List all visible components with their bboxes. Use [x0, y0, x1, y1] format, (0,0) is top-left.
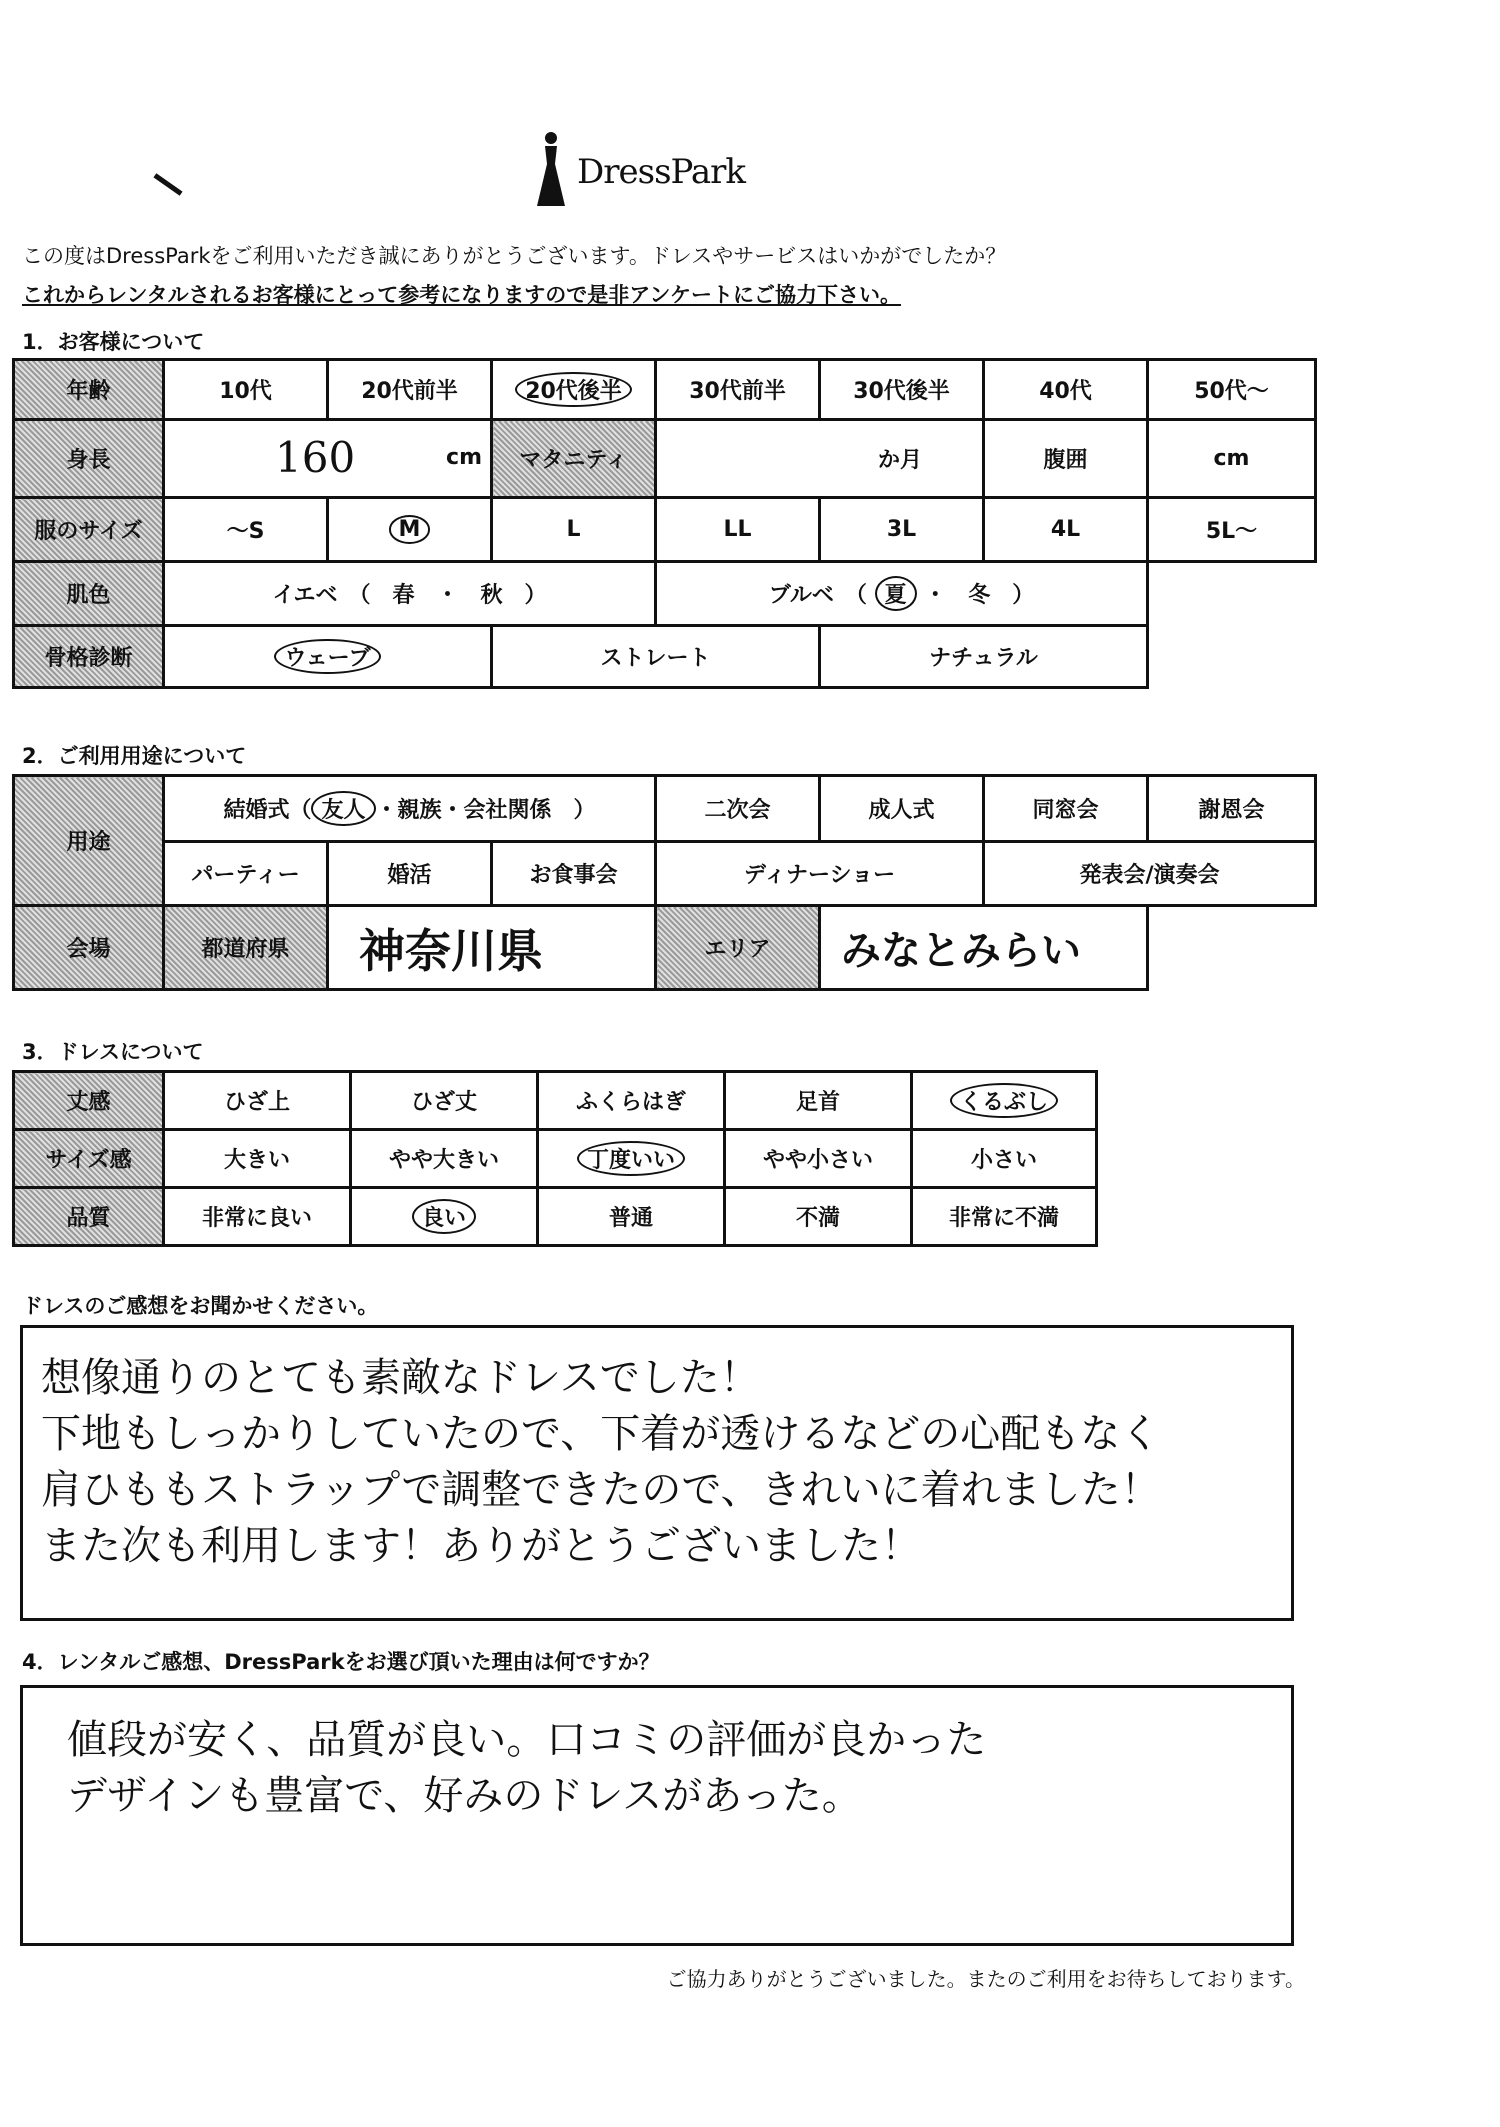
size-option[interactable]: 4L: [984, 498, 1148, 562]
size-option[interactable]: ～S: [164, 498, 328, 562]
reasons-line: デザインも豊富で、好みのドレスがあった。: [67, 1773, 862, 1819]
section4-title: 4．レンタルご感想、DressParkをお選び頂いた理由は何ですか？: [22, 1650, 660, 1674]
length-option[interactable]: ひざ上: [164, 1072, 351, 1130]
stray-mark: [153, 173, 182, 195]
selection-circle: 丁度いい: [577, 1141, 685, 1176]
intro-line-1: この度はDressParkをご利用いただき誠にありがとうございます。ドレスやサービスはいかがでしたか？: [22, 244, 1007, 268]
quality-option-selected[interactable]: [351, 1188, 538, 1246]
blank-cell: [1148, 626, 1316, 688]
selection-circle: 夏: [875, 576, 917, 611]
age-option[interactable]: 50代～: [1148, 360, 1316, 420]
fit-option[interactable]: やや小さい: [725, 1130, 912, 1188]
impressions-line: 下地もしっかりしていたので、下着が透けるなどの心配もなく: [41, 1411, 1161, 1457]
reasons-line: 値段が安く、品質が良い。口コミの評価が良かった: [67, 1717, 987, 1763]
maternity-months[interactable]: か月: [656, 420, 984, 498]
quality-option[interactable]: 不満: [725, 1188, 912, 1246]
age-option[interactable]: 20代前半: [328, 360, 492, 420]
height-value: 160: [275, 433, 356, 482]
selection-circle: 友人: [311, 791, 375, 826]
quality-option[interactable]: 普通: [538, 1188, 725, 1246]
usage-table: [12, 774, 1317, 991]
waist-unit[interactable]: cm: [1148, 420, 1316, 498]
purpose-option[interactable]: 同窓会: [984, 776, 1148, 842]
fit-option[interactable]: やや大きい: [351, 1130, 538, 1188]
height-field[interactable]: [164, 420, 492, 498]
maternity-label: マタニティ: [492, 420, 656, 498]
skin-label: 肌色: [14, 562, 164, 626]
age-option[interactable]: 10代: [164, 360, 328, 420]
age-option[interactable]: 40代: [984, 360, 1148, 420]
skin-blue-option[interactable]: [656, 562, 1148, 626]
purpose-option[interactable]: 婚活: [328, 842, 492, 906]
section1-title: 1．お客様について: [22, 330, 205, 354]
prefecture-value[interactable]: 神奈川県: [328, 906, 656, 990]
purpose-option[interactable]: ディナーショー: [656, 842, 984, 906]
purpose-option[interactable]: パーティー: [164, 842, 328, 906]
age-option[interactable]: 30代後半: [820, 360, 984, 420]
section2-title: 2．ご利用用途について: [22, 744, 247, 768]
age-option[interactable]: 30代前半: [656, 360, 820, 420]
skeleton-option[interactable]: ナチュラル: [820, 626, 1148, 688]
selection-circle: 良い: [412, 1199, 476, 1234]
length-option[interactable]: ふくらはぎ: [538, 1072, 725, 1130]
skin-yellow-option[interactable]: イエベ （ 春 ・ 秋 ）: [164, 562, 656, 626]
selection-circle: 20代後半: [515, 372, 632, 407]
selection-circle: ウェーブ: [274, 639, 380, 674]
footer-thanks: ご協力ありがとうございました。またのご利用をお待ちしております。: [666, 1967, 1305, 1991]
purpose-option[interactable]: 発表会/演奏会: [984, 842, 1316, 906]
quality-option[interactable]: 非常に不満: [912, 1188, 1097, 1246]
impressions-title: ドレスのご感想をお聞かせください。: [22, 1294, 379, 1318]
blank-cell: [1148, 562, 1316, 626]
waist-label: 腹囲: [984, 420, 1148, 498]
length-option[interactable]: ひざ丈: [351, 1072, 538, 1130]
customer-table: [12, 358, 1317, 689]
logo-text: DressPark: [577, 152, 746, 192]
section3-title: 3．ドレスについて: [22, 1040, 204, 1064]
impressions-line: 想像通りのとても素敵なドレスでした！: [41, 1355, 760, 1401]
purpose-option[interactable]: お食事会: [492, 842, 656, 906]
fit-label: サイズ感: [14, 1130, 164, 1188]
size-option[interactable]: 5L～: [1148, 498, 1316, 562]
area-value[interactable]: みなとみらい: [820, 906, 1148, 990]
impressions-line: 肩ひももストラップで調整できたので、きれいに着れました！: [41, 1467, 1161, 1513]
size-option[interactable]: L: [492, 498, 656, 562]
age-option-selected[interactable]: [492, 360, 656, 420]
impressions-text: [41, 1350, 1161, 1574]
skeleton-option-selected[interactable]: [164, 626, 492, 688]
dresspark-logo: [535, 128, 765, 210]
size-option[interactable]: LL: [656, 498, 820, 562]
impressions-textarea[interactable]: [20, 1325, 1294, 1621]
age-label: 年齢: [14, 360, 164, 420]
purpose-option[interactable]: 二次会: [656, 776, 820, 842]
selection-circle: くるぶし: [950, 1083, 1058, 1118]
selection-circle: M: [389, 515, 431, 544]
skin-blue-suffix: ・ 冬 ）: [924, 583, 1035, 608]
height-unit: cm: [446, 445, 482, 470]
dress-silhouette-icon: [535, 128, 575, 210]
length-label: 丈感: [14, 1072, 164, 1130]
blank-cell: [1148, 906, 1316, 990]
fit-option[interactable]: 大きい: [164, 1130, 351, 1188]
wedding-suffix: ・親族・会社関係 ）: [375, 798, 596, 823]
purpose-label: 用途: [14, 776, 164, 906]
reasons-textarea[interactable]: [20, 1685, 1294, 1946]
skeleton-option[interactable]: ストレート: [492, 626, 820, 688]
impressions-line: また次も利用します！ありがとうございました！: [41, 1523, 921, 1569]
length-option[interactable]: 足首: [725, 1072, 912, 1130]
dress-table: [12, 1070, 1098, 1247]
quality-label: 品質: [14, 1188, 164, 1246]
wedding-option[interactable]: [164, 776, 656, 842]
skeleton-label: 骨格診断: [14, 626, 164, 688]
reasons-text: [67, 1712, 986, 1824]
size-option-selected[interactable]: [328, 498, 492, 562]
purpose-option[interactable]: 成人式: [820, 776, 984, 842]
purpose-option[interactable]: 謝恩会: [1148, 776, 1316, 842]
fit-option[interactable]: 小さい: [912, 1130, 1097, 1188]
size-option[interactable]: 3L: [820, 498, 984, 562]
length-option-selected[interactable]: [912, 1072, 1097, 1130]
fit-option-selected[interactable]: [538, 1130, 725, 1188]
height-label: 身長: [14, 420, 164, 498]
intro-line-2: これからレンタルされるお客様にとって参考になりますので是非アンケートにご協力下さい。: [22, 283, 901, 307]
size-label: 服のサイズ: [14, 498, 164, 562]
skin-blue-prefix: ブルベ （: [768, 583, 867, 608]
quality-option[interactable]: 非常に良い: [164, 1188, 351, 1246]
area-label: エリア: [656, 906, 820, 990]
venue-label: 会場: [14, 906, 164, 990]
wedding-prefix: 結婚式（: [223, 798, 312, 823]
prefecture-label: 都道府県: [164, 906, 328, 990]
